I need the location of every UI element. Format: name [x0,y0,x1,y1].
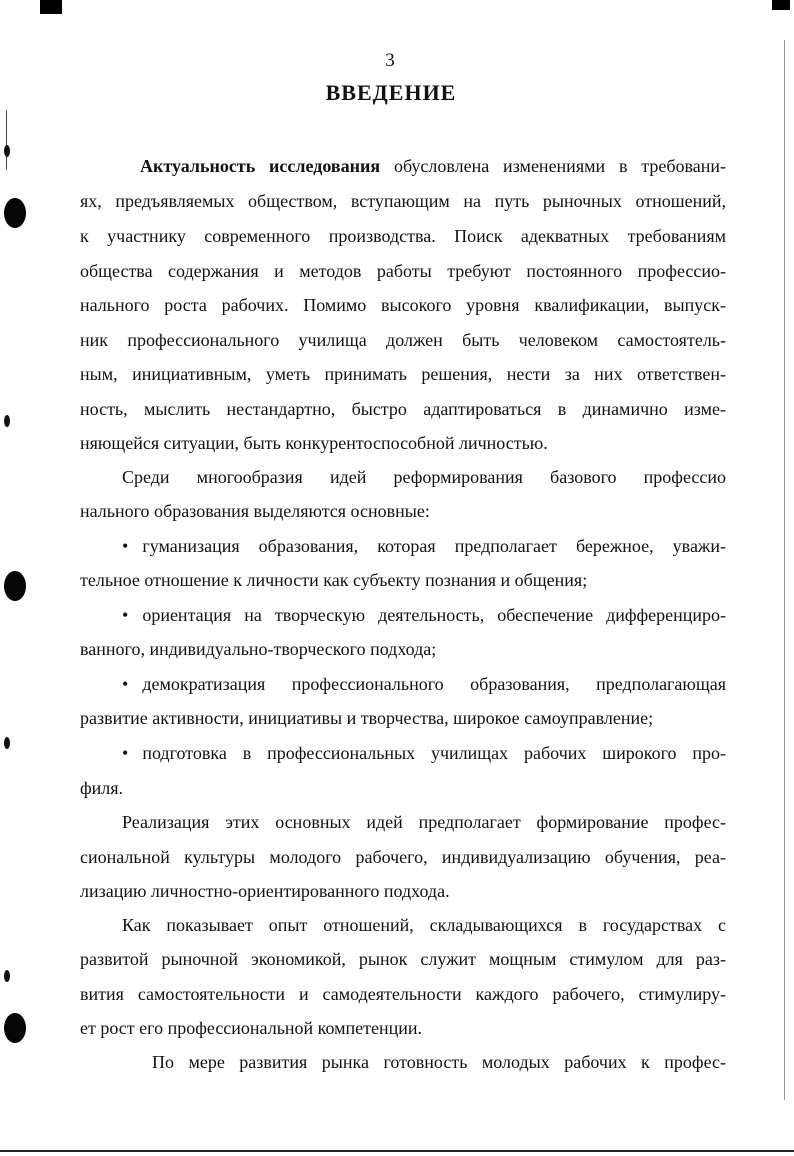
paragraph-line: ник профессионального училища должен быть человеком самостоятель- [80,330,726,350]
paragraph-line: развитой рыночной экономикой, рынок служит мощным стимулом для раз- [80,949,726,969]
scan-dot [4,737,10,749]
punch-hole-3 [4,1013,26,1043]
bullet-icon: • [122,674,129,694]
scan-right-line [784,40,785,1100]
scan-dot [4,415,10,427]
paragraph-line: к участнику современного производства. Поиск адекватных требованиям [80,226,726,246]
paragraph-line: нального роста рабочих. Помимо высокого уровня квалификации, выпуск- [80,295,726,315]
bullet-icon: • [122,605,129,625]
scan-top-mark-right [772,0,790,10]
text-span: обусловлена изменениями в требовани- [380,156,727,176]
bullet-line: тельное отношение к личности как субъекту познания и общения; [80,570,588,590]
paragraph-line: ность, мыслить нестандартно, быстро адаптироваться в динамично изме- [80,399,726,419]
bullet-line [122,672,726,696]
paragraph-line: ях, предъявляемых обществом, вступающим на путь рыночных отношений, [80,191,726,211]
bullet-text: ориентация на творческую деятельность, обеспечение дифференциро- [142,605,726,625]
paragraph-line: нального образования выделяются основные: [80,501,430,521]
bullet-text: демократизация профессионального образования, предполагающая [142,674,726,694]
paragraph-line: няющейся ситуации, быть конкурентоспособной личностью. [80,433,548,453]
bullet-line: ванного, индивидуально-творческого подхода; [80,639,437,659]
paragraph-line: сиональной культуры молодого рабочего, индивидуализацию обучения, реа- [80,847,726,867]
paragraph-line: лизацию личностно-ориентированного подхода. [80,881,450,901]
scan-left-line [6,110,7,170]
paragraph-line: Среди многообразия идей реформирования базового профессио [122,467,726,487]
paragraph-line [140,154,726,178]
bullet-text: гуманизация образования, которая предполагает бережное, уважи- [142,536,726,556]
bullet-line: развитие активности, инициативы и творчества, широкое самоуправление; [80,708,654,728]
paragraph-line: вития самостоятельности и самодеятельности каждого рабочего, стимулиру- [80,984,726,1004]
bullet-text: подготовка в профессиональных училищах рабочих широкого про- [142,743,726,763]
bullet-line [122,741,726,765]
bullet-icon: • [122,743,129,763]
punch-hole-2 [4,571,26,601]
bullet-line: филя. [80,778,124,798]
scan-dot [4,145,10,157]
page-title: ВВЕДЕНИЕ [325,80,457,105]
punch-hole-1 [4,198,26,228]
page-number: 3 [385,50,395,71]
scan-bottom-line [0,1150,794,1152]
paragraph-line: Реализация этих основных идей предполагает формирование профес- [122,812,726,832]
paragraph-line: общества содержания и методов работы требуют постоянного профессио- [80,261,726,281]
paragraph-line: По мере развития рынка готовность молодых рабочих к профес- [152,1052,726,1072]
lead-phrase: Актуальность исследования [140,156,381,176]
scan-top-mark [40,0,62,14]
paragraph-line: Как показывает опыт отношений, складывающихся в государствах с [122,915,726,935]
paragraph-line: ным, инициативным, уметь принимать решения, нести за них ответствен- [80,364,726,384]
bullet-line [122,534,726,558]
bullet-icon: • [122,536,129,556]
paragraph-line: ет рост его профессиональной компетенции. [80,1018,423,1038]
bullet-line [122,603,726,627]
scan-dot [4,970,10,982]
